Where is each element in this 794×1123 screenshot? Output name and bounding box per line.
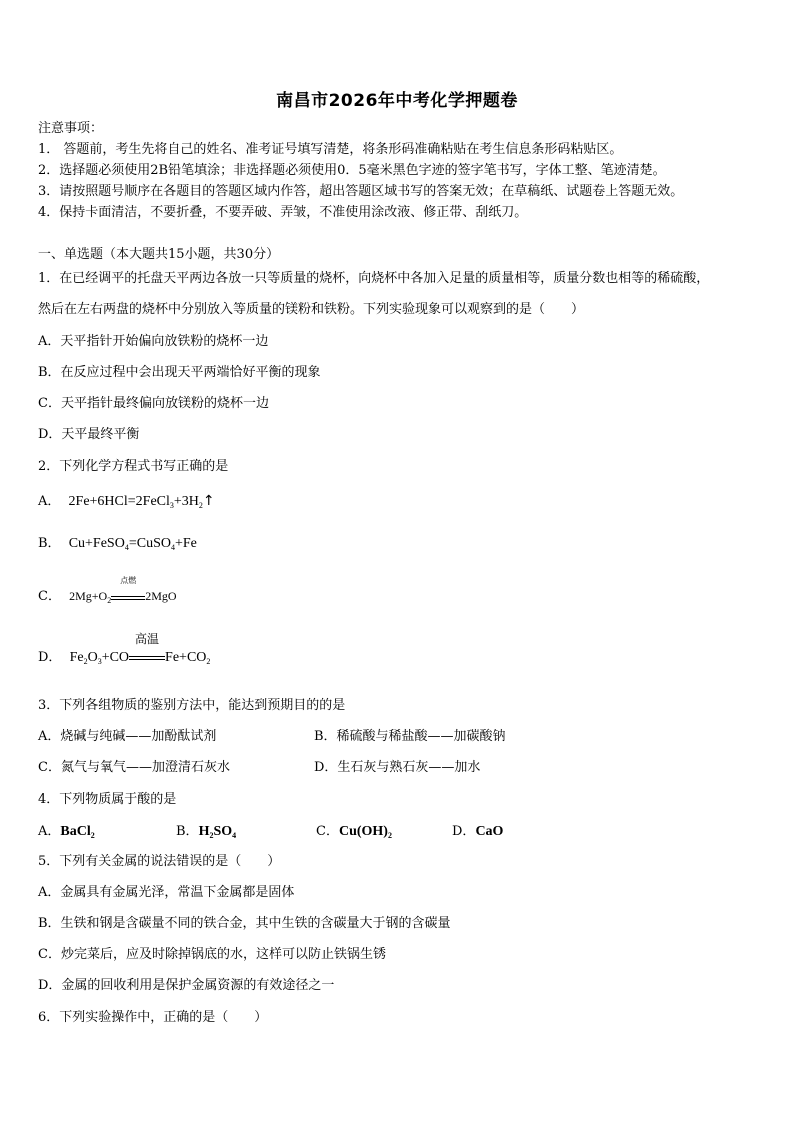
question-1-option-a: A．天平指针开始偏向放铁粉的烧杯一边 [38,334,269,349]
question-4-option-c: C．$Cu(OH)_2$ [316,824,392,840]
notice-heading: 注意事项： [38,121,104,136]
question-1-stem-line1: 1．在已经调平的托盘天平两边各放一只等质量的烧杯，向烧杯中各加入足量的质量相等，质量分数也相等的稀硫酸， [38,271,710,286]
question-1-option-b: B．在反应过程中会出现天平两端恰好平衡的现象 [38,365,321,380]
question-1-option-d: D．天平最终平衡 [38,427,140,442]
question-4-option-d: D．CaO [452,824,504,839]
notice-item: 3．请按照题号顺序在各题目的答题区域内作答，超出答题区域书写的答案无效；在草稿纸、试题卷上答题无效。 [38,184,684,199]
equation-c: $2Mg+O_2$ 点燃 2MgO [69,576,177,605]
notice-item: 2．选择题必须使用2B铅笔填涂；非选择题必须使用0．5毫米黑色字迹的签字笔书写，字体工整、笔迹清楚。 [38,163,666,178]
option-label: A． [38,494,61,509]
notice-item: 1． 答题前，考生先将自己的姓名、准考证号填写清楚，将条形码准确粘贴在考生信息条形码粘贴区。 [38,142,623,157]
question-3-stem: 3．下列各组物质的鉴别方法中，能达到预期目的的是 [38,698,346,713]
question-3-option-c: C．氮气与氧气——加澄清石灰水 [38,760,230,775]
equation-a: $2Fe+6HCl=2FeCl_3+3H_2↑$ [68,493,215,510]
question-2-stem: 2．下列化学方程式书写正确的是 [38,459,229,474]
question-5-option-a: A．金属具有金属光泽，常温下金属都是固体 [38,885,295,900]
question-3-option-a: A．烧碱与纯碱——加酚酞试剂 [38,729,217,744]
question-5-option-b: B．生铁和钢是含碳量不同的铁合金，其中生铁的含碳量大于钢的含碳量 [38,916,451,931]
question-5-option-d: D．金属的回收利用是保护金属资源的有效途径之一 [38,978,335,993]
question-4-option-a: A．BaCl$_2$ [38,824,95,840]
question-2-option-d [38,632,211,667]
equation-b: Cu+FeSO$_4$=CuSO$_4$+Fe [68,536,197,552]
question-5-option-c: C．炒完菜后，应及时除掉锅底的水，这样可以防止铁锅生锈 [38,947,386,962]
gas-arrow-icon: ↑ [202,493,215,509]
question-4-option-b: B．$H_2SO_4$ [176,824,237,840]
reaction-condition: 点燃 [111,588,145,606]
question-4-stem: 4．下列物质属于酸的是 [38,792,177,807]
option-label: B． [38,536,61,551]
question-1-option-c: C．天平指针最终偏向放镁粉的烧杯一边 [38,396,269,411]
notice-item: 4．保持卡面清洁，不要折叠，不要弄破、弄皱，不准使用涂改液、修正带、刮纸刀。 [38,205,528,220]
option-label: C． [38,589,61,604]
question-2-option-b [38,535,197,553]
page-title: 南昌市2026年中考化学押题卷 [276,91,518,111]
reaction-condition: 高温 [129,649,165,667]
question-3-option-d: D．生石灰与熟石灰——加水 [314,760,481,775]
question-6-stem: 6．下列实验操作中，正确的是（ ） [38,1010,268,1025]
question-3-option-b: B．稀硫酸与稀盐酸——加碳酸钠 [314,729,506,744]
section-heading: 一、单选题（本大题共15小题，共30分） [38,247,280,262]
question-1-stem-line2: 然后在左右两盘的烧杯中分别放入等质量的镁粉和铁粉。下列实验现象可以观察到的是（ ） [38,302,585,317]
question-2-option-c [38,576,177,606]
question-5-stem: 5．下列有关金属的说法错误的是（ ） [38,854,281,869]
option-label: D． [38,650,62,665]
equation-d: $Fe_2O_3+CO$ 高温 $Fe+CO_2$ [69,632,211,666]
question-2-option-a [38,492,215,511]
